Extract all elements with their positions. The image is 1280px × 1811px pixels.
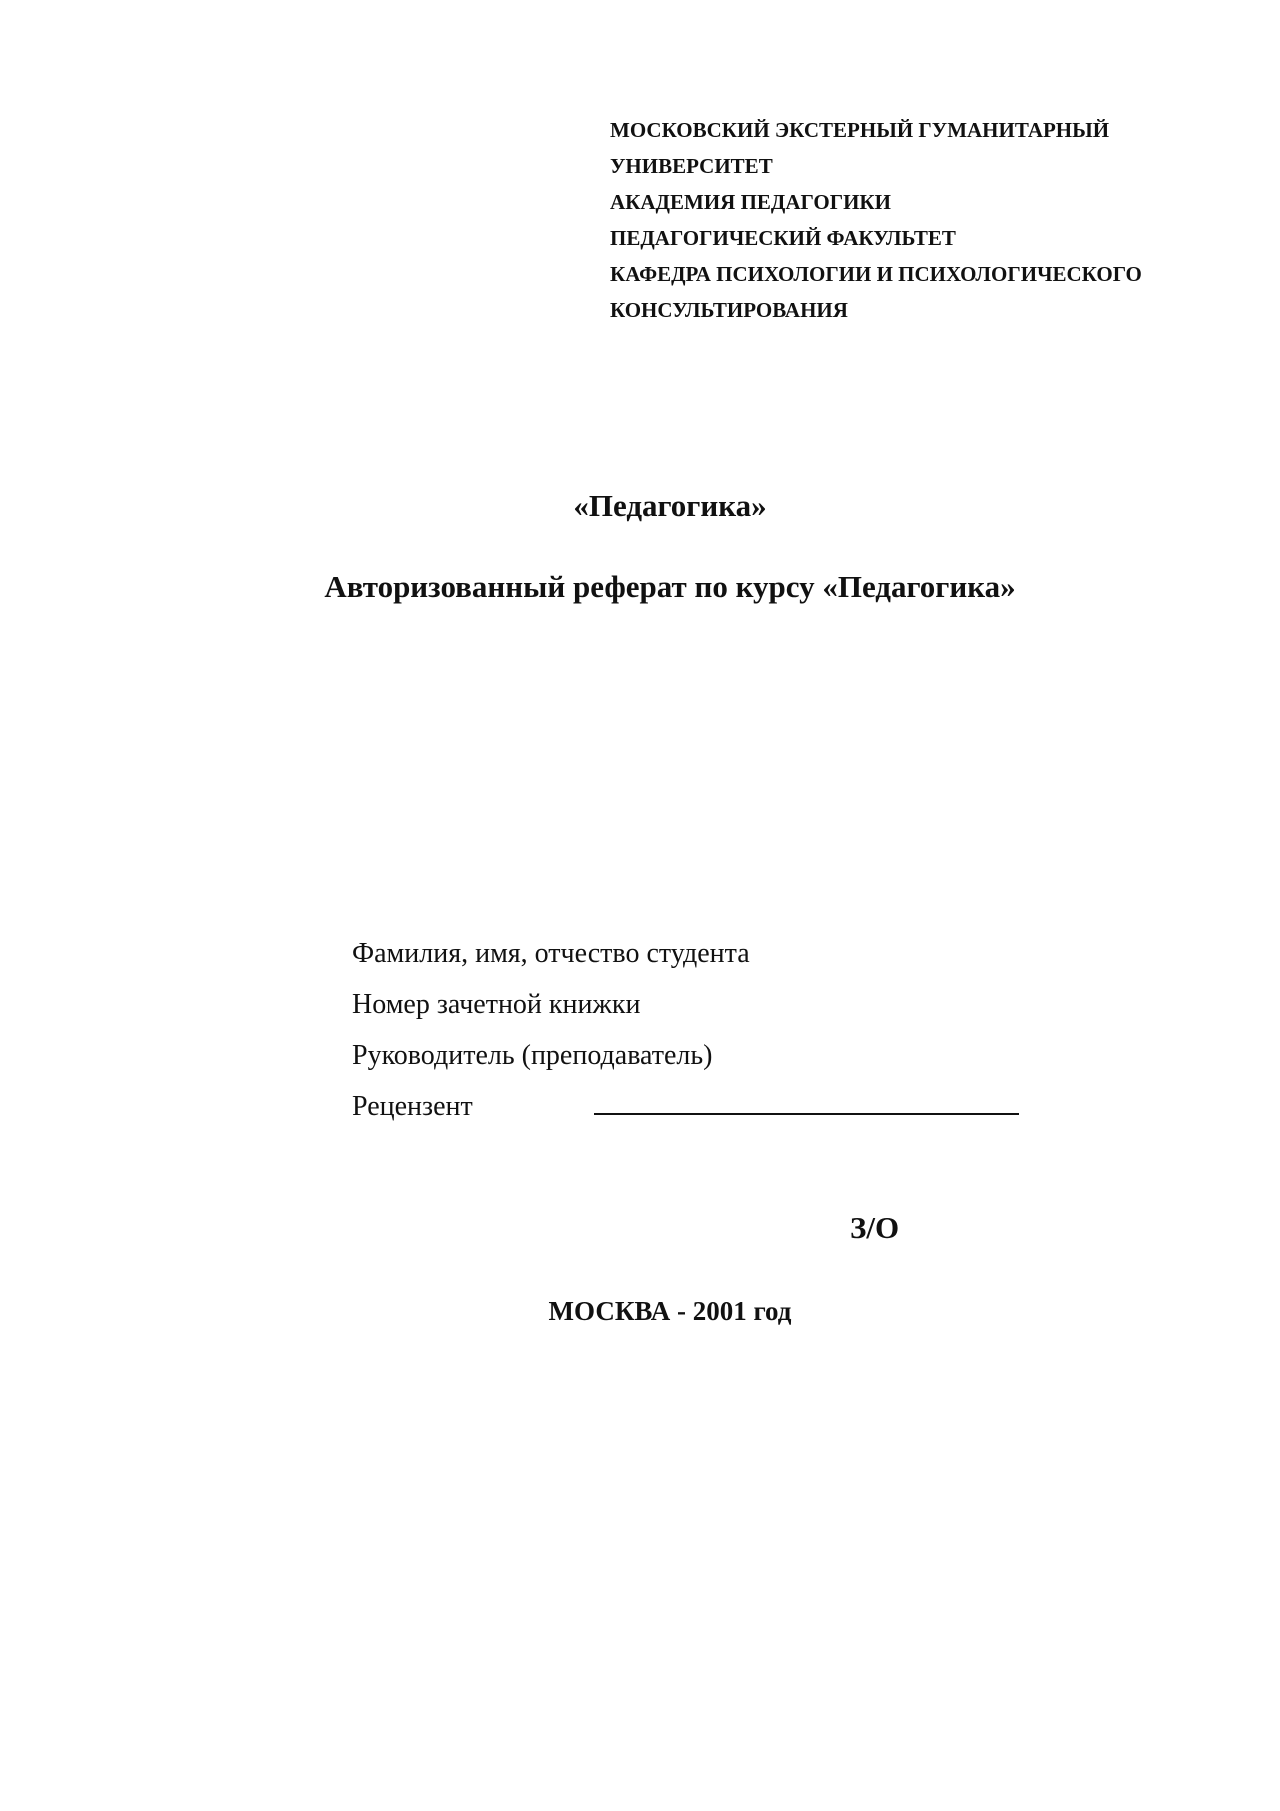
city-year: МОСКВА - 2001 год <box>548 1296 792 1326</box>
header-line-university-2: УНИВЕРСИТЕТ <box>610 154 773 178</box>
field-student-name: Фамилия, имя, отчество студента <box>352 938 750 969</box>
reviewer-signature-line <box>594 1113 1019 1115</box>
institution-header <box>610 112 1230 328</box>
essay-title: Авторизованный реферат по курсу «Педагогика» <box>324 569 1016 604</box>
field-supervisor: Руководитель (преподаватель) <box>352 1040 713 1071</box>
student-info-fields <box>352 928 750 1132</box>
header-line-academy: АКАДЕМИЯ ПЕДАГОГИКИ <box>610 190 891 214</box>
subject-title: «Педагогика» <box>573 488 767 523</box>
field-record-book-number: Номер зачетной книжки <box>352 989 641 1020</box>
study-form-label: З/О <box>850 1210 900 1245</box>
field-reviewer: Рецензент <box>352 1091 473 1122</box>
header-line-university-1: МОСКОВСКИЙ ЭКСТЕРНЫЙ ГУМАНИТАРНЫЙ <box>610 118 1110 142</box>
header-line-department-2: КОНСУЛЬТИРОВАНИЯ <box>610 298 848 322</box>
header-line-faculty: ПЕДАГОГИЧЕСКИЙ ФАКУЛЬТЕТ <box>610 226 956 250</box>
header-line-department-1: КАФЕДРА ПСИХОЛОГИИ И ПСИХОЛОГИЧЕСКОГО <box>610 262 1142 286</box>
